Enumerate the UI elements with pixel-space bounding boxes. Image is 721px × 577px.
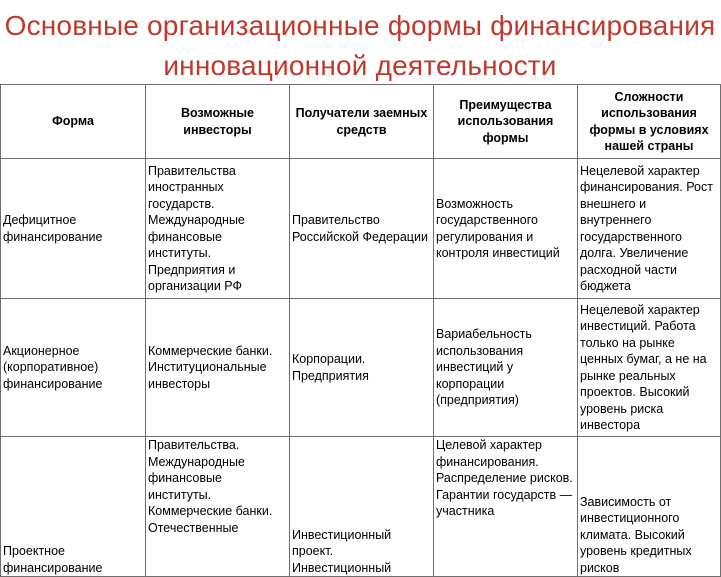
cell-form: Дефицитное финансирование [1, 159, 146, 299]
page-title: Основные организационные формы финансирования инновационной деятельности [4, 10, 716, 81]
cell-advantages: Вариабельность использования инвестиций у корпорации (предприятия) [434, 299, 578, 437]
cell-difficulties: Нецелевой характер инвестиций. Работа только на рынке ценных бумаг, а не на рынке реальных проектов. Высокий уровень риска инвестора [578, 299, 721, 437]
cell-advantages: Возможность государственного регулирования и контроля инвестиций [434, 159, 578, 299]
header-form: Форма [1, 85, 146, 159]
table-row [1, 437, 721, 577]
table-row [1, 159, 721, 299]
cell-recipients: Правительство Российской Федерации [290, 159, 434, 299]
header-recipients: Получатели заемных средств [290, 85, 434, 159]
cell-difficulties: Зависимость от инвестиционного климата. Высокий уровень кредитных рисков [578, 437, 721, 577]
cell-difficulties: Нецелевой характер финансирования. Рост внешнего и внутреннего государственного долга. Увеличение расходной части бюджета [578, 159, 721, 299]
cell-investors: Правительства. Международные финансовые институты. Коммерческие банки. Отечественные [146, 437, 290, 577]
cell-form: Проектное финансирование [1, 437, 146, 577]
cell-recipients: Корпорации. Предприятия [290, 299, 434, 437]
cell-advantages: Целевой характер финансирования. Распределение рисков. Гарантии государств — участника [434, 437, 578, 577]
cell-investors: Правительства иностранных государств. Международные финансовые институты. Предприятия и организации РФ [146, 159, 290, 299]
table-row [1, 299, 721, 437]
header-investors: Возможные инвесторы [146, 85, 290, 159]
cell-form: Акционерное (корпоративное) финансирование [1, 299, 146, 437]
financing-forms-table [0, 84, 720, 575]
cell-investors: Коммерческие банки. Институциональные инвесторы [146, 299, 290, 437]
cell-recipients: Инвестиционный проект. Инвестиционный [290, 437, 434, 577]
header-advantages: Преимущества использования формы [434, 85, 578, 159]
header-difficulties: Сложности использования формы в условиях нашей страны [578, 85, 721, 159]
table-header-row [1, 85, 721, 159]
